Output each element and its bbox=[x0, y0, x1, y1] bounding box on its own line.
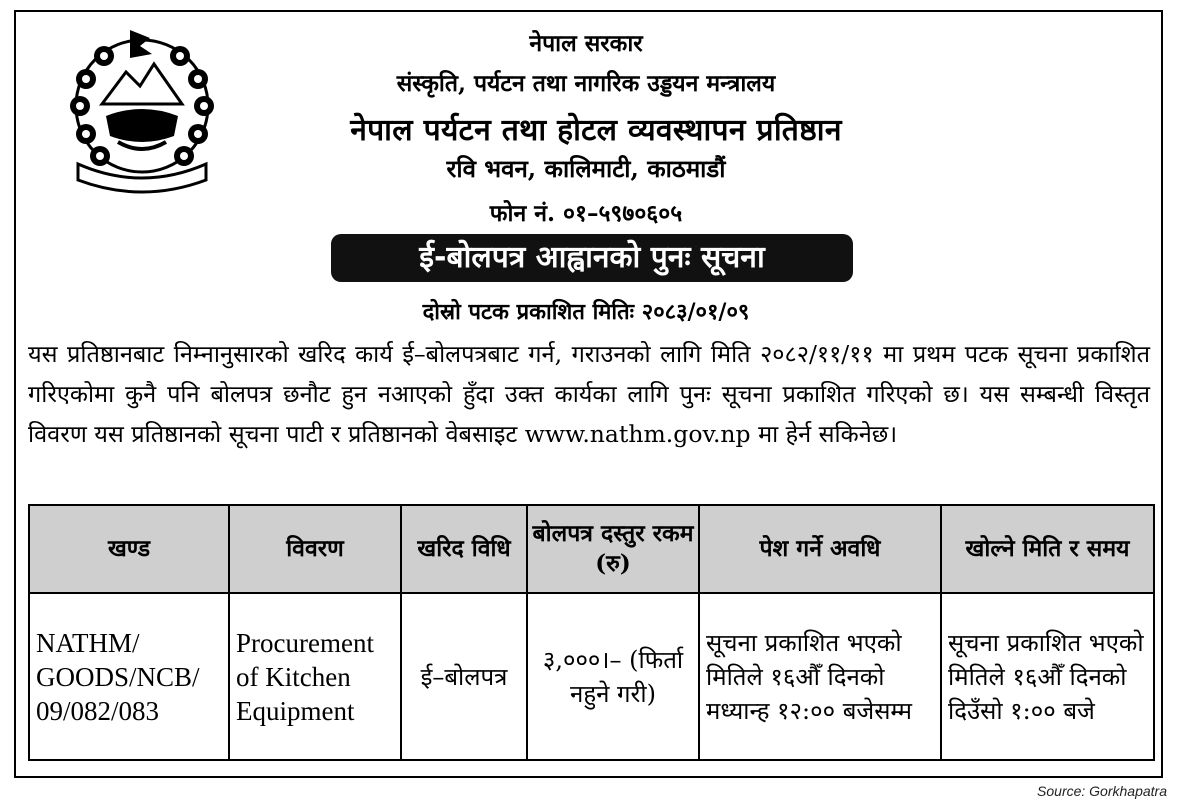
source-credit: Source: Gorkhapatra bbox=[1037, 783, 1167, 799]
publish-date: दोस्रो पटक प्रकाशित मितिः २०८३/०१/०९ bbox=[422, 299, 750, 325]
table-header-row bbox=[29, 505, 1154, 593]
cell-description: Procurement of Kitchen Equipment bbox=[229, 593, 401, 760]
header-cell: विवरण bbox=[229, 505, 401, 593]
phone-number: फोन नं. ०१–५९७०६०५ bbox=[489, 200, 683, 227]
cell-lot: NATHM/ GOODS/NCB/ 09/082/083 bbox=[29, 593, 229, 760]
notice-title: ई-बोलपत्र आह्वानको पुनः सूचना bbox=[331, 234, 853, 282]
header-cell: बोलपत्र दस्तुर रकम (रु) bbox=[527, 505, 699, 593]
header-cell: खण्ड bbox=[29, 505, 229, 593]
nepal-government-emblem-icon bbox=[56, 24, 228, 194]
government-name: नेपाल सरकार bbox=[529, 30, 643, 57]
ministry-name: संस्कृति, पर्यटन तथा नागरिक उड्डयन मन्त्रालय bbox=[396, 70, 776, 97]
notice-frame bbox=[14, 10, 1163, 778]
cell-fee: ३,०००।– (फिर्ता नहुने गरी) bbox=[527, 593, 699, 760]
table-row bbox=[29, 593, 1154, 760]
cell-opening-time: सूचना प्रकाशित भएको मितिले १६औँ दिनको दिउँसो १:०० बजे bbox=[941, 593, 1154, 760]
notice-body: यस प्रतिष्ठानबाट निम्नानुसारको खरिद कार्य ई–बोलपत्रबाट गर्न, गराउनको लागि मिति २०८२/११/११ मा प्रथम पटक सूचना प्रकाशित गरिएकोमा कुनै पनि बोलपत्र छनौट हुन नआएको हुँदा उक्त कार्यका लागि पुनः सूचना प्रकाशित गरिएको छ। यस सम्बन्धी विस्तृत विवरण यस प्रतिष्ठानको सूचना पाटी र प्रतिष्ठानको वेबसाइट www.nathm.gov.np मा हेर्न सकिनेछ। bbox=[28, 340, 1150, 448]
cell-method: ई–बोलपत्र bbox=[401, 593, 527, 760]
header-cell: खरिद विधि bbox=[401, 505, 527, 593]
header-cell: खोल्ने मिति र समय bbox=[941, 505, 1154, 593]
tender-table bbox=[28, 504, 1155, 761]
institution-name: नेपाल पर्यटन तथा होटल व्यवस्थापन प्रतिष्ठान bbox=[350, 113, 842, 148]
address: रवि भवन, कालिमाटी, काठमाडौं bbox=[446, 154, 726, 183]
header-cell: पेश गर्ने अवधि bbox=[699, 505, 941, 593]
cell-submission-period: सूचना प्रकाशित भएको मितिले १६औँ दिनको मध्यान्ह १२:०० बजेसम्म bbox=[699, 593, 941, 760]
